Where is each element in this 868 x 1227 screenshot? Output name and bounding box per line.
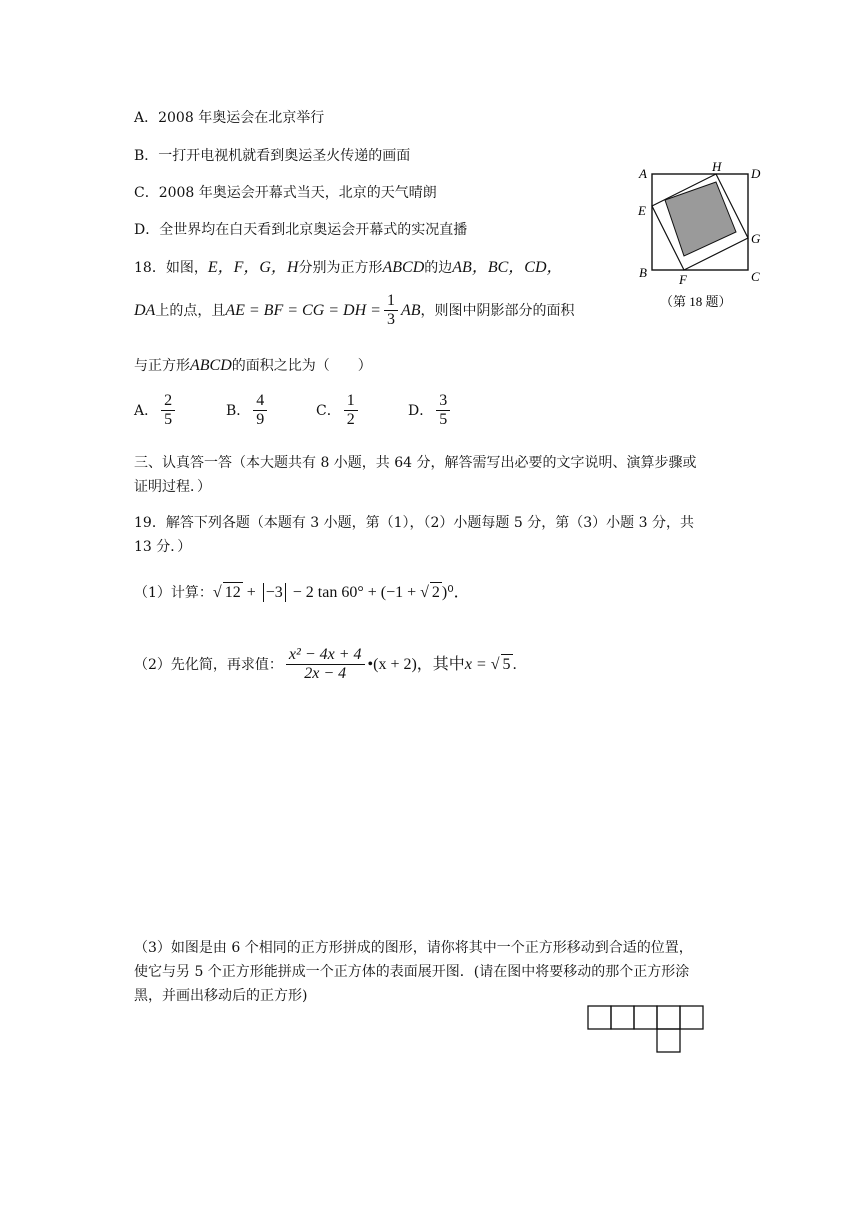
q19-squares-figure bbox=[586, 1004, 708, 1054]
label-d: D bbox=[751, 166, 761, 181]
section3-line-1: 三、认真答一答（本大题共有 8 小题，共 64 分，解答需写出必要的文字说明、演算步骤或 bbox=[134, 455, 697, 471]
square-2 bbox=[611, 1006, 634, 1029]
label-h: H bbox=[712, 160, 722, 174]
q18-option-d: D． $\frac{3}{5}$ bbox=[408, 392, 453, 430]
q18-line-3: 与正方形ABCD的面积之比为（ ） bbox=[134, 357, 372, 374]
label-g: G bbox=[751, 231, 761, 246]
square-3 bbox=[634, 1006, 657, 1029]
q17-option-c: C．2008 年奥运会开幕式当天，北京的天气晴朗 bbox=[134, 185, 437, 201]
q17-option-d: D．全世界均在白天看到北京奥运会开幕式的实况直播 bbox=[134, 222, 468, 238]
q17-option-b: B．一打开电视机就看到奥运圣火传递的画面 bbox=[134, 148, 411, 164]
square-6 bbox=[657, 1029, 680, 1052]
square-4 bbox=[657, 1006, 680, 1029]
q18-option-b: B． $\frac{4}{9}$ bbox=[226, 392, 270, 430]
q17-option-a: A．2008 年奥运会在北京举行 bbox=[134, 110, 325, 126]
figure-caption: （第 18 题） bbox=[660, 294, 732, 309]
q18-option-c: C． $\frac{1}{2}$ bbox=[316, 392, 361, 430]
q19-part3-line-3: 黑，并画出移动后的正方形) bbox=[134, 988, 308, 1004]
q19-line-2: 13 分．） bbox=[134, 539, 192, 555]
q18-line-1: 18．如图，E，F，G，H分别为正方形ABCD的边AB，BC，CD， bbox=[134, 259, 563, 276]
label-e: E bbox=[638, 203, 646, 218]
square-1 bbox=[588, 1006, 611, 1029]
label-c: C bbox=[751, 269, 760, 284]
q19-part3-line-2: 使它与另 5 个正方形能拼成一个正方体的表面展开图．(请在图中将要移动的那个正方形涂 bbox=[134, 964, 690, 980]
q18-figure bbox=[632, 160, 772, 312]
label-a: A bbox=[639, 166, 647, 181]
q18-line-2: DA上的点，且AE = BF = CG = DH = $\frac{1}{3}$ AB，则图中阴影部分的面积 bbox=[134, 292, 575, 329]
q19-line-1: 19．解答下列各题（本题有 3 小题，第（1），（2）小题每题 5 分，第（3）小题 3 分，共 bbox=[134, 515, 694, 531]
label-f: F bbox=[679, 272, 687, 287]
q19-part2: （2）先化简，再求值： $\frac{\text{x² − 4x + 4}}{2x - 4}$ •(x + 2)，其中x = √ 5 ． bbox=[134, 646, 527, 683]
label-b: B bbox=[639, 265, 647, 280]
q19-p2-fraction: $\frac{\text{x² − 4x + 4}}{2x - 4}$ bbox=[286, 646, 365, 684]
fraction-one-third: $\frac{1}{3}$ bbox=[384, 292, 398, 330]
q19-part3-line-1: （3）如图是由 6 个相同的正方形拼成的图形，请你将其中一个正方形移动到合适的位置， bbox=[134, 940, 693, 956]
section3-line-2: 证明过程．） bbox=[134, 479, 211, 495]
q18-option-a: A． $\frac{2}{5}$ bbox=[134, 392, 178, 430]
square-5 bbox=[680, 1006, 703, 1029]
q19-part1: （1）计算：√ 12 + −3 − 2 tan 60° + (−1 + √ 2 )⁰． bbox=[134, 584, 470, 601]
